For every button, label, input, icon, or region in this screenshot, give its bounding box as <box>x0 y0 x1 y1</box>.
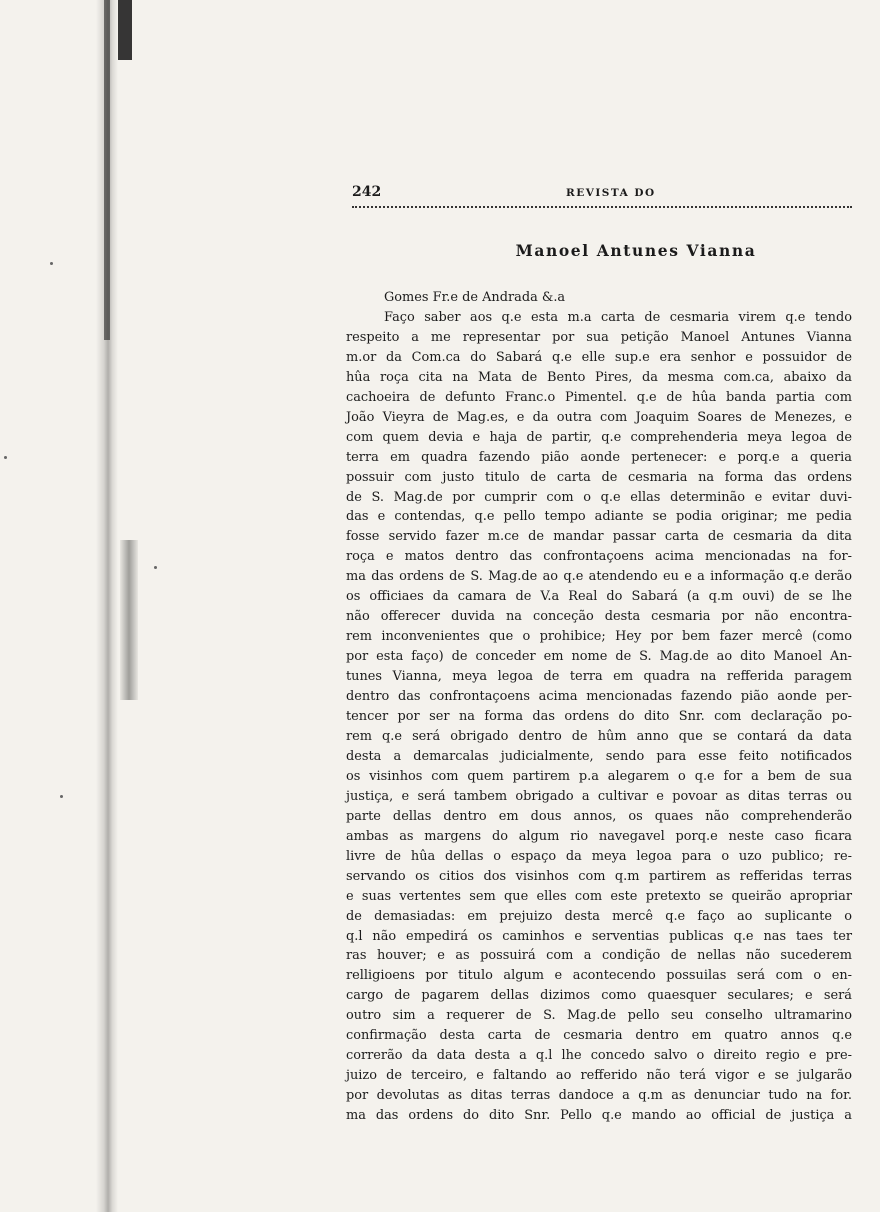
scan-gutter-dark-strip <box>104 0 110 340</box>
running-head: REVISTA DO <box>566 187 656 199</box>
text-line: hûa roça cita na Mata de Bento Pires, da mesma com.ca, abaixo da <box>346 369 852 385</box>
text-line: dentro das confrontaçoens acima mencionadas fazendo pião aonde per- <box>346 689 852 705</box>
text-line: ma das ordens do dito Snr. Pello q.e mando ao official de justiça a <box>346 1108 852 1124</box>
text-line: justiça, e será tambem obrigado a cultivar e povoar as ditas terras ou <box>346 788 852 804</box>
text-line: juizo de terceiro, e faltando ao refferido não terá vigor e se julgarão <box>346 1068 852 1084</box>
text-line: ma das ordens de S. Mag.de ao q.e atendendo eu e a informação q.e derão <box>346 569 852 585</box>
text-line: cargo de pagarem dellas dizimos como quaesquer seculares; e será <box>346 988 852 1004</box>
text-line: por esta faço) de conceder em nome de S. Mag.de ao dito Manoel An- <box>346 649 852 665</box>
text-line: com quem devia e haja de partir, q.e comprehenderia meya legoa de <box>346 429 852 445</box>
text-line: das e contendas, q.e pello tempo adiante se podia originar; me pedia <box>346 509 852 525</box>
text-line: outro sim a requerer de S. Mag.de pello seu conselho ultramarino <box>346 1008 852 1024</box>
document-title: Manoel Antunes Vianna <box>515 241 757 260</box>
text-line: parte dellas dentro em dous annos, os quaes não comprehenderão <box>346 808 852 824</box>
text-line: não offerecer duvida na conceção desta cesmaria por não encontra- <box>346 609 852 625</box>
scan-speck <box>154 566 157 569</box>
text-line: fosse servido fazer m.ce de mandar passar carta de cesmaria da dita <box>346 529 852 545</box>
scan-gutter-band <box>120 540 138 700</box>
document-body <box>346 288 852 1126</box>
text-line: rem inconvenientes que o prohibice; Hey por bem fazer mercê (como <box>346 629 852 645</box>
text-line: por devolutas as ditas terras dandoce a q.m as denunciar tudo na for. <box>346 1088 852 1104</box>
text-line: Faço saber aos q.e esta m.a carta de cesmaria virem q.e tendo <box>384 309 852 325</box>
header-rule <box>352 206 852 208</box>
text-line: cachoeira de defunto Franc.o Pimentel. q.e de hûa banda partia com <box>346 389 852 405</box>
text-line: confirmação desta carta de cesmaria dentro em quatro annos q.e <box>346 1028 852 1044</box>
text-line: livre de hûa dellas o espaço da meya legoa para o uzo publico; re- <box>346 848 852 864</box>
scan-speck <box>50 262 53 265</box>
text-line: os visinhos com quem partirem p.a alegarem o q.e for a bem de sua <box>346 768 852 784</box>
scan-gutter-dark-corner <box>118 0 132 60</box>
text-line: respeito a me representar por sua petição Manoel Antunes Vianna <box>346 329 852 345</box>
text-line: tencer por ser na forma das ordens do dito Snr. com declaração po- <box>346 709 852 725</box>
text-line: terra em quadra fazendo pião aonde pertenecer: e porq.e a queria <box>346 449 852 465</box>
text-line: João Vieyra de Mag.es, e da outra com Joaquim Soares de Menezes, e <box>346 409 852 425</box>
text-line: rem q.e será obrigado dentro de hûm anno que se contará da data <box>346 728 852 744</box>
text-line: m.or da Com.ca do Sabará q.e elle sup.e era senhor e possuidor de <box>346 349 852 365</box>
text-line: relligioens por titulo algum e acontecendo possuilas será com o en- <box>346 968 852 984</box>
text-line: de demasiadas: em prejuizo desta mercê q.e faço ao suplicante o <box>346 908 852 924</box>
text-line: os officiaes da camara de V.a Real do Sabará (a q.m ouvi) de se lhe <box>346 589 852 605</box>
text-line: tunes Vianna, meya legoa de terra em quadra na refferida paragem <box>346 669 852 685</box>
text-line: de S. Mag.de por cumprir com o q.e ellas determinão e evitar duvi- <box>346 489 852 505</box>
text-line: e suas vertentes sem que elles com este pretexto se queirão apropriar <box>346 888 852 904</box>
text-line: roça e matos dentro das confrontaçoens acima mencionadas na for- <box>346 549 852 565</box>
text-line: correrão da data desta a q.l lhe concedo salvo o direito regio e pre- <box>346 1048 852 1064</box>
text-line: ras houver; e as possuirá com a condição de nellas não sucederem <box>346 948 852 964</box>
page-header <box>352 182 852 210</box>
text-line: ambas as margens do algum rio navegavel porq.e neste caso ficara <box>346 828 852 844</box>
text-line: desta a demarcalas judicialmente, sendo para esse feito notificados <box>346 748 852 764</box>
page-number: 242 <box>352 184 382 200</box>
text-line: servando os citios dos visinhos com q.m partirem as refferidas terras <box>346 868 852 884</box>
scan-speck <box>4 456 7 459</box>
text-line: possuir com justo titulo de carta de cesmaria na forma das ordens <box>346 469 852 485</box>
scan-speck <box>60 795 63 798</box>
text-line: Gomes Fr.e de Andrada &.a <box>384 290 566 305</box>
text-line: q.l não empedirá os caminhos e serventias publicas q.e nas taes ter <box>346 928 852 944</box>
